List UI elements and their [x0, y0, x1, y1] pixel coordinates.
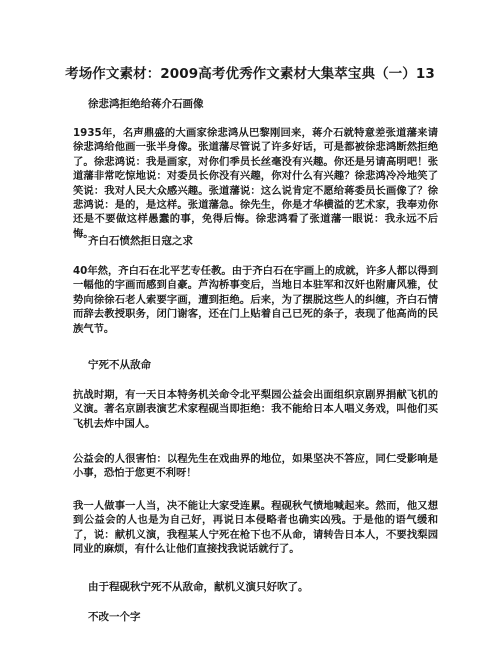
section-heading-outcome: 由于程砚秋宁死不从敌命，献机义演只好吹了。 [88, 581, 309, 593]
paragraph-cheng-yanqiu-2: 公益会的人很害怕：以程先生在戏曲界的地位，如果坚决不答应，同仁受影响是小事，恐怕于您更不利呀！ [73, 453, 438, 480]
section-heading-qi-baishi: 齐白石愤然拒日寇之求 [88, 235, 193, 247]
section-heading-xu-beihong: 徐悲鸿拒绝给蒋介石画像 [88, 98, 204, 110]
section-heading-cheng-yanqiu: 宁死不从敌命 [88, 359, 151, 371]
paragraph-cheng-yanqiu-1: 抗战时期，有一天日本特务机关命令北平梨园公益会出面组织京剧界捐献飞机的义演。著名京剧表演艺术家程砚当即拒绝：我不能给日本人唱义务戏，叫他们买飞机去炸中国人。 [73, 389, 438, 430]
paragraph-qi-baishi: 40年然，齐白石在北平艺专任教。由于齐白石在宇画上的成就，许多人都以得到一幅他的字画而感到自豪。芦沟桥事变后，当地日本驻军和汉奸也附庸风雅，仗势向徐徐石老人索要字画，遭到拒绝。后来，为了摆脱这些人的纠缠，齐白石情而辞去教授职务，闭门谢客，还在门上贴着自己已死的条子，表现了他高尚的民族气节。 [73, 265, 438, 335]
paragraph-cheng-yanqiu-3: 我一人做事一人当，决不能让大家受连累。程砚秋气愤地喊起来。然而，他又想到公益会的人也是为自己好，再说日本侵略者也确实凶残。于是他的语气缓和了，说：献机义演，我程某人宁死在枪下也不从命，请转告日本人，不要找梨园同业的麻烦，有什么让他们直接找我说话就行了。 [73, 500, 438, 556]
paragraph-xu-beihong: 1935年，名声鼎盛的大画家徐悲鸿从巴黎刚回来，蒋介石就特意差张道藩来请徐悲鸿给他画一张半身像。张道藩尽管说了许多好话，可是都被徐悲鸿断然拒绝了。徐悲鸿说：我是画家，对你们季员长丝毫没有兴趣。你还是另请高明吧！张道藩非常吃惊地说：对委员长你没有兴趣，你对什么有兴趣？徐悲鸿冷冷地笑了笑说：我对人民大众感兴趣。张道藩说：这么说肯定不愿给蒋委员长画像了？徐悲鸿说：是的，是这样。张道藩急。徐先生，你是才华横溢的艺术家，我奉劝你还是不要做这样愚蠢的事，免得后悔。徐悲鸿看了张道藩一眼说：我永远不后悔。 [73, 127, 438, 240]
section-heading-no-change: 不改一个字 [88, 611, 141, 623]
document-title: 考场作文素材：2009高考优秀作文素材大集萃宝典（一）13 [65, 66, 435, 82]
